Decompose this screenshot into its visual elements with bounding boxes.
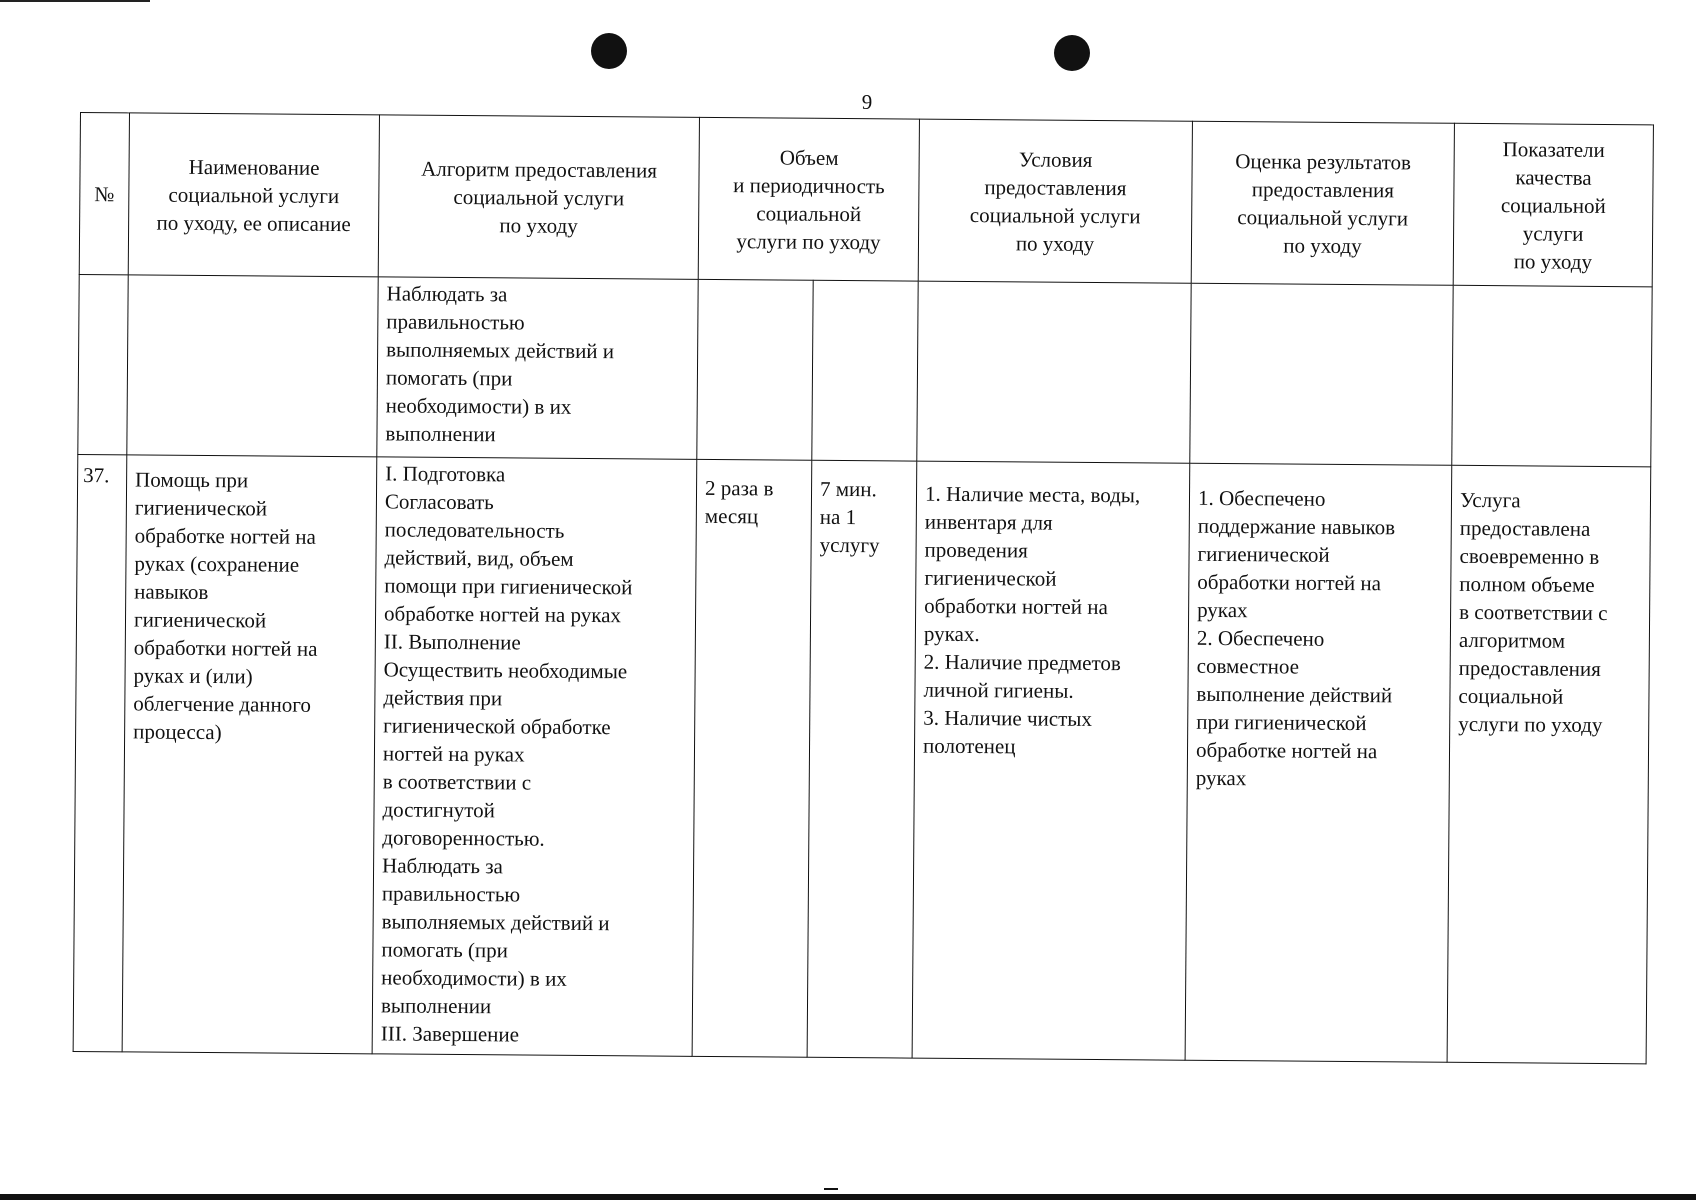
header-row [79, 113, 1653, 287]
punch-hole-left [591, 33, 627, 69]
cont-name-cell [127, 275, 378, 457]
header-service-name: Наименование социальной услуги по уходу, ее описание [128, 113, 379, 277]
row-service-name: Помощь при гигиенической обработке ногтей на руках (сохранение навыков гигиенической обработки ногтей на руках и (или) облегчение данного процесса) [122, 455, 377, 1054]
row-periodicity: 2 раза в месяц [692, 459, 812, 1057]
cont-quality-cell [1452, 285, 1652, 467]
row-conditions: 1. Наличие места, воды, инвентаря для проведения гигиенической обработки ногтей на руках. 2. Наличие предметов личной гигиены. 3. Наличие чистых полотенец [912, 461, 1190, 1060]
header-algorithm: Алгоритм предоставления социальной услуги по уходу [378, 115, 699, 280]
row-quality: Услуга предоставлена своевременно в полном объеме в соответствии с алгоритмом предоставления социальной услуги по уходу [1447, 465, 1651, 1064]
punch-hole-right [1054, 35, 1090, 71]
cont-periodicity-cell [697, 279, 813, 460]
header-quality: Показатели качества социальной услуги по уходу [1453, 123, 1653, 287]
header-volume: Объем и периодичность социальной услуги по уходу [698, 117, 919, 281]
row-volume: 7 мин. на 1 услугу [807, 460, 917, 1058]
page-number: 9 [861, 90, 873, 114]
header-num: № [79, 113, 129, 275]
header-conditions: Условия предоставления социальной услуги по уходу [918, 119, 1192, 283]
row-algorithm: I. Подготовка Согласовать последовательность действий, вид, объем помощи при гигиенической обработке ногтей на руках II. Выполнение Осуществить необходимые действия при гигиенической обработке ногтей на руках в соответствии с достигнутой договоренностью. Наблюдать за правильностью выполняемых действий и помогать (при необходимости) в их выполнении III. Завершение [372, 457, 697, 1056]
cont-volume-cell [812, 280, 918, 461]
bottom-scan-edge [0, 1194, 1696, 1200]
cont-evaluation-cell [1190, 283, 1453, 465]
table-row [73, 454, 1651, 1063]
cont-num-cell [78, 274, 128, 454]
services-table [73, 112, 1654, 1064]
top-scan-line [0, 0, 150, 2]
header-evaluation: Оценка результатов предоставления социальной услуги по уходу [1191, 121, 1454, 285]
continuation-row [78, 274, 1652, 466]
cont-conditions-cell [917, 281, 1191, 463]
bottom-tick-mark [824, 1188, 838, 1190]
cont-algorithm-cell: Наблюдать за правильностью выполняемых действий и помогать (при необходимости) в их выполнении [377, 277, 698, 460]
row-num: 37. [73, 454, 127, 1051]
row-evaluation: 1. Обеспечено поддержание навыков гигиенической обработки ногтей на руках 2. Обеспечено совместное выполнение действий при гигиенической обработке ногтей на руках [1185, 463, 1452, 1062]
